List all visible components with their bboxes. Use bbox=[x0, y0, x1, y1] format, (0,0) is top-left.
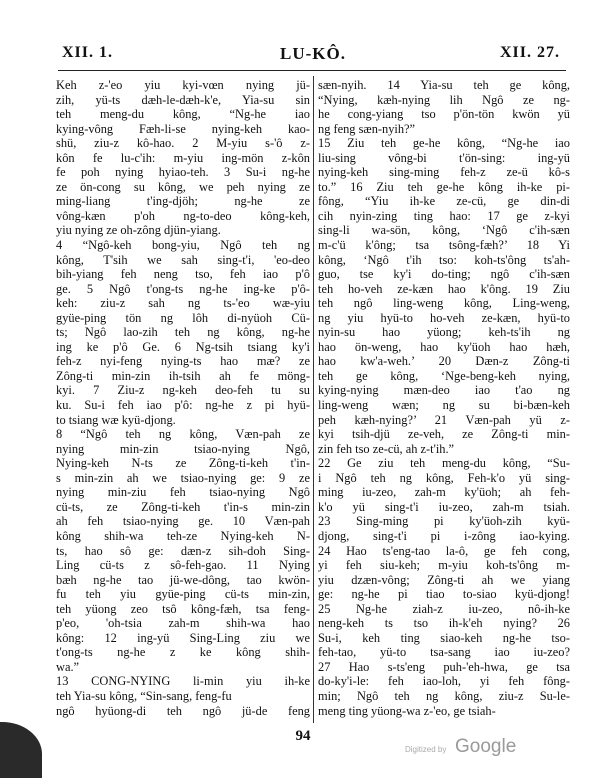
text-line: sing-li wa-sön, kông, ‘Ngô c'ih-sæn bbox=[318, 223, 570, 238]
watermark-caption: Digitized by bbox=[405, 745, 447, 754]
page-number: 94 bbox=[295, 728, 311, 744]
text-line: ming iu-zeo, zah-m ky'üoh; ah feh- bbox=[318, 485, 570, 500]
text-line: 24 Hao ts'eng-tao la-ô, ge feh cong, bbox=[318, 543, 570, 558]
text-line: “Nying, kæh-nying lih Ngô ze ng- bbox=[318, 92, 570, 107]
text-line: 27 Hao s-ts'eng puh-'eh-hwa, ge tsa bbox=[318, 659, 570, 674]
text-line: kông, T'sih we sah sing-t'i, 'eo-deo bbox=[56, 252, 310, 267]
text-line: nying-keh sing-ming feh-z ze-ü kô-s bbox=[318, 165, 570, 180]
text-line: to.” 16 Ziu teh ge-he kông ih-ke pi- bbox=[318, 179, 570, 194]
text-line: teh meng-du kông, “Ng-he iao bbox=[56, 107, 310, 122]
text-line: min; Ngô teh ng kông, ziu-z Su-le- bbox=[318, 688, 570, 703]
text-line: fu teh yiu gyüe-ping cü-ts min-zin, bbox=[56, 587, 310, 602]
text-line: ts, hao sô ge: dæn-z sih-doh Sing- bbox=[56, 543, 310, 558]
text-line: Su-i, keh ting siao-keh ng-he tso- bbox=[318, 630, 570, 645]
text-line: djong, sing-t'i pi i-zông iao-kying. bbox=[318, 528, 570, 543]
text-line: Keh z-'eo yiu kyi-vœn nying jü- bbox=[56, 78, 310, 92]
text-line: teh yüong zeo tsô kông-fæh, tsa feng- bbox=[56, 601, 310, 616]
book-title: LU-KÔ. bbox=[280, 44, 346, 63]
text-line: bæh ng-he tao jü-we-dông, tao kwön- bbox=[56, 572, 310, 587]
text-line: he cong-yiang tso p'ön-tön kwön yü bbox=[318, 107, 570, 122]
text-line: yiu dzæn-vông; Zông-ti ah we yiang bbox=[318, 572, 570, 587]
text-line: ng feng sæn-nyih?” bbox=[318, 121, 416, 136]
text-line: yi feh siu-keh; m-yiu koh-ts'ông m- bbox=[318, 558, 570, 573]
text-line: to tsiang wæ kyü-djong. bbox=[56, 412, 176, 427]
text-line: i Ngô teh ng kông, Feh-k'o yü sing- bbox=[318, 470, 570, 485]
text-line: teh Yia-su kông, “Sin-sang, feng-fu bbox=[56, 688, 232, 703]
text-line: p'eo, 'oh-tsia zah-m shih-wa hao bbox=[56, 616, 310, 631]
text-line: fông, “Yiu ih-ke ze-cü, ge din-di bbox=[318, 194, 570, 209]
text-line: meng ting yüong-wa z-'eo, ge tsiah- bbox=[318, 703, 496, 718]
left-text-column bbox=[56, 78, 310, 718]
text-line: zih, yü-ts dæh-le-dæh-k'e, Yia-su sin bbox=[56, 92, 310, 107]
text-line: ng yiu hyü-to ho-veh ze-kæn, hyü-to bbox=[318, 310, 570, 325]
text-line: ts; Ngô lao-zih teh ng kông, ng-he bbox=[56, 325, 310, 340]
text-line: ge. 5 Ngô t'ong-ts ng-he ing-ke p'ô- bbox=[56, 281, 310, 296]
text-line: s min-zin ah we tsiao-nying ge: 9 ze bbox=[56, 470, 310, 485]
text-line: 22 Ge ziu teh meng-du kông, “Su- bbox=[318, 456, 570, 471]
text-line: keh: ziu-z sah ng ts-'eo wæ-yiu bbox=[56, 296, 310, 311]
text-line: kying-vông Fæh-li-se nying-keh kao- bbox=[56, 121, 310, 136]
text-line: feh-z nyi-feng nying-ts hao mæ? ze bbox=[56, 354, 310, 369]
text-line: Nying-keh N-ts ze Zông-ti-keh t'in- bbox=[56, 456, 310, 471]
text-line: hao ön-weng, hao ky'üoh hao hæh, bbox=[318, 339, 570, 354]
text-line: feh-tao, yü-to tsa-sang iao iu-zeo? bbox=[318, 645, 570, 660]
text-line: bih-yiang feh neng tso, feh iao p'ô bbox=[56, 267, 310, 282]
text-line: ngô hyüong-di teh ngô jü-de feng bbox=[56, 703, 310, 718]
text-line: sæn-nyih. 14 Yia-su teh ge kông, bbox=[318, 78, 570, 92]
text-line: ze ön-cong su kông, we peh nying ze bbox=[56, 179, 310, 194]
text-line: cih nyin-zing ting hao: 17 ge z-kyi bbox=[318, 208, 570, 223]
text-line: neng-keh ts tso ih-k'eh nying? 26 bbox=[318, 616, 570, 631]
text-line: t'ong-ts ng-he z ke kông shih- bbox=[56, 645, 310, 660]
text-line: ing ke p'ô Ge. 6 Ng-tsih tsiang ky'i bbox=[56, 339, 310, 354]
text-line: yiu nying ze oh-zông djün-yiang. bbox=[56, 223, 221, 238]
text-line: k'o yü sing-t'i iu-zeo, zah-m tsiah. bbox=[318, 499, 570, 514]
text-line: Zông-ti min-zin ih-tsih ah fe möng- bbox=[56, 368, 310, 383]
text-line: cü-ts, ze Zông-ti-keh t'in-s min-zin bbox=[56, 499, 310, 514]
header-rule bbox=[58, 70, 566, 71]
text-line: kyi. 7 Ziu-z ng-keh deo-feh tu su bbox=[56, 383, 310, 398]
text-line: nying min-zin tsiao-nying Ngô, bbox=[56, 441, 310, 456]
text-line: teh ho-veh ze-kæn hao k'ông. 19 Ziu bbox=[318, 281, 570, 296]
digitized-watermark bbox=[405, 736, 517, 760]
text-line: ling-weng wæn; ng su bi-bæn-keh bbox=[318, 398, 570, 413]
text-line: ge: ng-he pi tiao to-siao kyü-djong! bbox=[318, 587, 570, 602]
text-line: kông shih-wa teh-ze Nying-keh N- bbox=[56, 528, 310, 543]
text-line: 13 CONG-NYING li-min yiu ih-ke bbox=[56, 674, 310, 689]
text-line: m-c'ü k'ông; tsa tsông-fæh?’ 18 Yi bbox=[318, 238, 570, 253]
text-line: 4 “Ngô-keh bong-yiu, Ngô teh ng bbox=[56, 238, 310, 253]
text-line: nyin-su hao yüong; keh-ts'ih ng bbox=[318, 325, 570, 340]
text-line: kông, ‘Ngô t'ih tso: koh-ts'ông ts'ah- bbox=[318, 252, 570, 267]
text-line: do-ky'i-le: feh iao-loh, yi feh fông- bbox=[318, 674, 570, 689]
text-line: guo, tse ky'i do-ting; ngô c'ih-sæn bbox=[318, 267, 570, 282]
text-line: nying min-ziu feh tsiao-nying Ngô bbox=[56, 485, 310, 500]
column-divider bbox=[313, 76, 314, 723]
google-logo: Google bbox=[455, 736, 517, 757]
text-line: teh ge kông, ‘Nge-beng-keh nying, bbox=[318, 368, 570, 383]
chapter-verse-right: XII. 27. bbox=[500, 44, 561, 61]
text-line: hao kw'a-weh.’ 20 Dæn-z Zông-ti bbox=[318, 354, 570, 369]
text-line: shü, ziu-z kô-hao. 2 M-yiu s-'ô z- bbox=[56, 136, 310, 151]
scan-corner-shadow bbox=[0, 722, 42, 778]
text-line: ming-liang t'ing-djöh; ng-he ze bbox=[56, 194, 310, 209]
text-line: ah feh tsiao-nying ge. 10 Væn-pah bbox=[56, 514, 310, 529]
text-line: vông-kæn p'oh ng-to-deo kông-keh, bbox=[56, 208, 310, 223]
text-line: 8 “Ngô teh ng kông, Væn-pah ze bbox=[56, 427, 310, 442]
text-line: Ling cü-ts z sô-feh-gao. 11 Nying bbox=[56, 558, 310, 573]
text-line: peh kæh-nying?’ 21 Væn-pah yü z- bbox=[318, 412, 570, 427]
text-line: kông: 12 ing-yü Sing-Ling ziu we bbox=[56, 630, 310, 645]
text-line: liu-sing vông-bi t'ön-sing: ing-yü bbox=[318, 150, 570, 165]
text-line: kôn fe lu-c'ih: m-yiu ing-mön z-kôn bbox=[56, 150, 310, 165]
text-line: teh ngô ling-weng kông, Ling-weng, bbox=[318, 296, 570, 311]
text-line: 25 Ng-he ziah-z iu-zeo, nô-ih-ke bbox=[318, 601, 570, 616]
text-line: ku. Su-i feh iao p'ô: ng-he z pi hyü- bbox=[56, 398, 310, 413]
text-line: kying-nying mæn-deo iao t'ao ng bbox=[318, 383, 570, 398]
right-text-column bbox=[318, 78, 570, 718]
text-line: wa.” bbox=[56, 659, 80, 674]
text-line: kyi tsih-djü ze-veh, ze Zông-ti min- bbox=[318, 427, 570, 442]
chapter-verse-left: XII. 1. bbox=[62, 44, 114, 61]
text-line: gyüe-ping tön ng lôh di-nyüoh Cü- bbox=[56, 310, 310, 325]
text-line: 23 Sing-ming pi ky'üoh-zih kyü- bbox=[318, 514, 570, 529]
text-line: zin feh tso ze-cü, ah z-t'ih.” bbox=[318, 441, 455, 456]
running-header bbox=[0, 44, 607, 70]
text-line: 15 Ziu teh ge-he kông, “Ng-he iao bbox=[318, 136, 570, 151]
text-line: fe poh nying hyiao-teh. 3 Su-i ng-he bbox=[56, 165, 310, 180]
